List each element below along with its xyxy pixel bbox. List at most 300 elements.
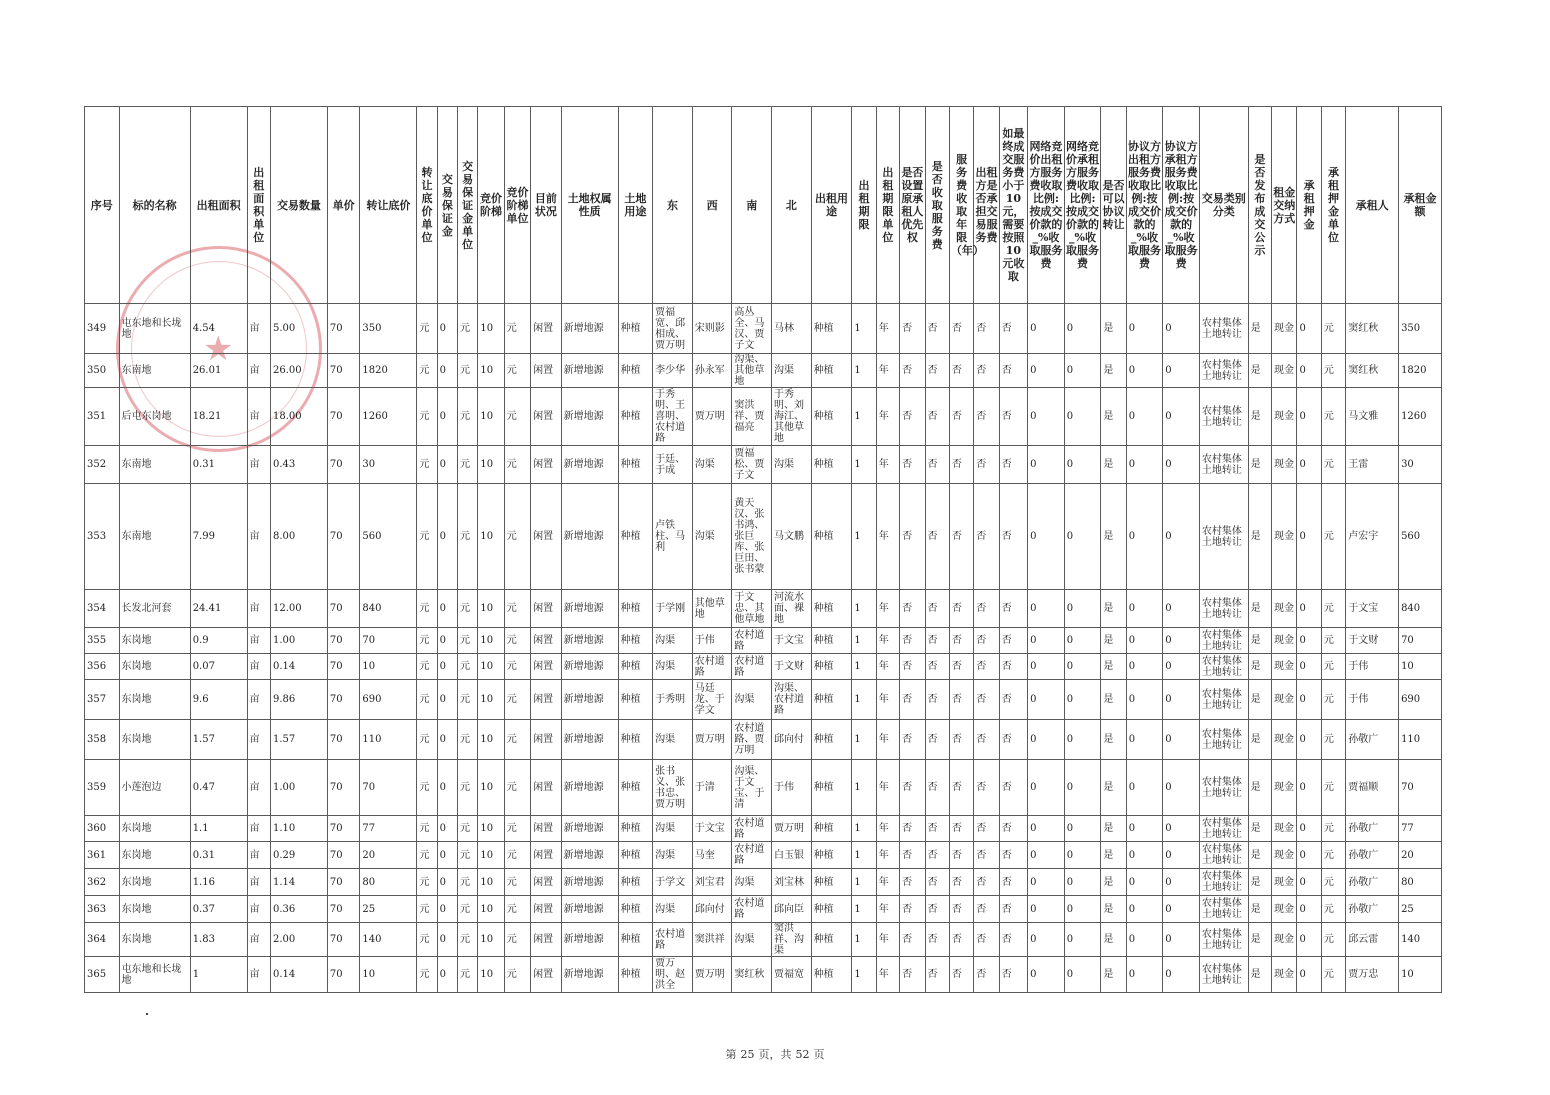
table-cell: 否 (949, 896, 973, 923)
table-cell: 亩 (247, 388, 270, 446)
table-cell: 354 (85, 590, 120, 628)
table-cell: 元 (417, 720, 437, 760)
table-cell: 于学文 (653, 869, 693, 896)
table-cell: 10 (478, 484, 504, 590)
table-cell: 白玉银 (772, 842, 812, 869)
table-cell: 1 (852, 760, 876, 816)
table-cell: 元 (1321, 388, 1345, 446)
table-cell: 1 (852, 446, 876, 484)
table-cell: 350 (85, 354, 120, 388)
table-cell: 于文宝 (692, 816, 732, 842)
table-cell: 沟渠 (692, 446, 732, 484)
table-cell: 否 (974, 923, 999, 957)
table-cell: 0 (1163, 446, 1200, 484)
table-cell: 否 (900, 896, 925, 923)
table-cell: 0.31 (190, 446, 247, 484)
table-cell: 0 (1064, 760, 1101, 816)
table-cell: 于伟 (692, 628, 732, 654)
table-cell: 窦红秋 (1346, 354, 1399, 388)
table-cell: 元 (1321, 869, 1345, 896)
table-cell: 后屯东岗地 (119, 388, 190, 446)
table-cell: 沟渠 (732, 680, 772, 720)
table-cell: 1.57 (270, 720, 327, 760)
column-header: 转让底价 (360, 107, 417, 304)
table-cell: 0 (1126, 590, 1163, 628)
table-row (85, 354, 1442, 388)
table-cell: 闲置 (531, 760, 561, 816)
table-cell: 否 (999, 388, 1027, 446)
table-cell: 种植 (618, 304, 653, 354)
table-cell: 元 (417, 484, 437, 590)
table-cell: 否 (900, 590, 925, 628)
table-cell: 840 (1399, 590, 1442, 628)
table-cell: 元 (458, 816, 478, 842)
table-cell: 否 (974, 869, 999, 896)
table-cell: 0 (1028, 484, 1065, 590)
table-cell: 元 (417, 896, 437, 923)
table-cell: 10 (478, 957, 504, 993)
table-cell: 0 (1064, 680, 1101, 720)
table-cell: 70 (327, 304, 360, 354)
table-cell: 0 (1297, 923, 1321, 957)
table-cell: 于秀明、王喜明、农村道路 (653, 388, 693, 446)
table-cell: 元 (504, 304, 530, 354)
table-cell: 农村集体土地转让 (1199, 354, 1248, 388)
table-cell: 0 (1163, 628, 1200, 654)
table-cell: 农村道路 (732, 628, 772, 654)
stray-mark (146, 1013, 148, 1015)
table-cell: 是 (1101, 590, 1126, 628)
table-cell: 是 (1101, 388, 1126, 446)
table-cell: 是 (1248, 354, 1271, 388)
table-cell: 1.83 (190, 923, 247, 957)
table-cell: 0 (1028, 628, 1065, 654)
table-cell: 361 (85, 842, 120, 869)
table-cell: 10 (478, 590, 504, 628)
table-cell: 东南地 (119, 354, 190, 388)
table-cell: 否 (900, 869, 925, 896)
table-cell: 10 (1399, 957, 1442, 993)
table-cell: 沟渠 (732, 869, 772, 896)
table-cell: 闲置 (531, 720, 561, 760)
table-cell: 邱向付 (692, 896, 732, 923)
table-cell: 种植 (811, 957, 852, 993)
column-header: 出租期限单位 (876, 107, 899, 304)
table-cell: 349 (85, 304, 120, 354)
table-cell: 0 (1028, 720, 1065, 760)
table-cell: 东南地 (119, 446, 190, 484)
table-cell: 东岗地 (119, 720, 190, 760)
footer-middle: 页，共 (758, 1048, 792, 1061)
table-cell: 否 (900, 446, 925, 484)
table-cell: 0 (1297, 590, 1321, 628)
table-cell: 30 (360, 446, 417, 484)
table-cell: 屯东地和长垅地 (119, 304, 190, 354)
table-row (85, 484, 1442, 590)
table-cell: 9.6 (190, 680, 247, 720)
table-cell: 110 (1399, 720, 1442, 760)
table-cell: 现金 (1272, 304, 1297, 354)
table-cell: 否 (999, 628, 1027, 654)
table-cell: 元 (1321, 654, 1345, 680)
table-cell: 是 (1101, 923, 1126, 957)
table-cell: 1260 (1399, 388, 1442, 446)
table-cell: 卢宏宇 (1346, 484, 1399, 590)
table-cell: 0 (437, 923, 457, 957)
table-cell: 元 (458, 590, 478, 628)
table-row (85, 654, 1442, 680)
table-cell: 种植 (811, 842, 852, 869)
table-cell: 于文宝 (1346, 590, 1399, 628)
table-cell: 80 (1399, 869, 1442, 896)
table-cell: 70 (327, 628, 360, 654)
table-cell: 新增地源 (561, 760, 618, 816)
table-cell: 否 (925, 842, 949, 869)
table-row (85, 304, 1442, 354)
table-cell: 元 (417, 923, 437, 957)
table-cell: 24.41 (190, 590, 247, 628)
table-cell: 是 (1101, 654, 1126, 680)
table-cell: 沟渠 (653, 816, 693, 842)
table-cell: 0 (1064, 354, 1101, 388)
table-cell: 否 (925, 354, 949, 388)
table-cell: 元 (417, 957, 437, 993)
table-row (85, 446, 1442, 484)
table-cell: 0 (437, 720, 457, 760)
table-cell: 0 (1297, 680, 1321, 720)
table-cell: 0 (1297, 842, 1321, 869)
table-cell: 元 (504, 680, 530, 720)
table-cell: 东岗地 (119, 869, 190, 896)
table-cell: 元 (417, 304, 437, 354)
table-cell: 元 (458, 680, 478, 720)
table-cell: 1 (852, 304, 876, 354)
table-cell: 350 (1399, 304, 1442, 354)
table-cell: 元 (504, 896, 530, 923)
table-cell: 元 (1321, 896, 1345, 923)
table-cell: 否 (925, 484, 949, 590)
column-header: 南 (732, 107, 772, 304)
table-cell: 元 (458, 923, 478, 957)
table-cell: 1 (852, 957, 876, 993)
table-cell: 0 (1297, 446, 1321, 484)
table-cell: 贾万明 (772, 816, 812, 842)
table-cell: 否 (974, 842, 999, 869)
table-cell: 353 (85, 484, 120, 590)
table-cell: 是 (1248, 923, 1271, 957)
table-cell: 贾福松、贾子文 (732, 446, 772, 484)
table-row (85, 842, 1442, 869)
column-header: 转让底价单位 (417, 107, 437, 304)
table-cell: 元 (1321, 590, 1345, 628)
table-cell: 26.01 (190, 354, 247, 388)
table-cell: 现金 (1272, 896, 1297, 923)
table-cell: 元 (1321, 446, 1345, 484)
column-header: 是否设置原承租人优先权 (900, 107, 925, 304)
table-cell: 否 (999, 484, 1027, 590)
table-cell: 10 (478, 842, 504, 869)
table-cell: 新增地源 (561, 590, 618, 628)
table-cell: 元 (458, 869, 478, 896)
table-cell: 0 (1028, 304, 1065, 354)
table-cell: 窦洪祥、沟渠 (772, 923, 812, 957)
table-cell: 闲置 (531, 388, 561, 446)
table-cell: 现金 (1272, 816, 1297, 842)
column-header: 出租期限 (852, 107, 876, 304)
table-cell: 否 (999, 923, 1027, 957)
table-cell: 贾万明 (692, 388, 732, 446)
table-cell: 元 (417, 760, 437, 816)
table-cell: 0 (437, 760, 457, 816)
table-row (85, 816, 1442, 842)
table-cell: 新增地源 (561, 720, 618, 760)
table-cell: 0 (437, 446, 457, 484)
table-cell: 种植 (811, 869, 852, 896)
table-cell: 现金 (1272, 446, 1297, 484)
table-cell: 于秀明 (653, 680, 693, 720)
table-cell: 于文财 (772, 654, 812, 680)
table-cell: 邱向臣 (772, 896, 812, 923)
table-cell: 0 (1126, 388, 1163, 446)
table-cell: 1 (852, 842, 876, 869)
table-cell: 年 (876, 680, 899, 720)
table-cell: 元 (417, 590, 437, 628)
table-cell: 亩 (247, 869, 270, 896)
table-cell: 0 (1297, 654, 1321, 680)
table-cell: 农村集体土地转让 (1199, 680, 1248, 720)
column-header: 服务费收取年限（年） (949, 107, 973, 304)
table-cell: 0 (1163, 680, 1200, 720)
table-cell: 闲置 (531, 923, 561, 957)
table-cell: 是 (1248, 842, 1271, 869)
table-cell: 0 (1028, 816, 1065, 842)
table-cell: 新增地源 (561, 484, 618, 590)
table-cell: 0 (1126, 654, 1163, 680)
table-cell: 否 (949, 923, 973, 957)
table-cell: 是 (1248, 484, 1271, 590)
table-cell: 0 (1297, 304, 1321, 354)
table-cell: 年 (876, 628, 899, 654)
table-cell: 否 (999, 446, 1027, 484)
table-cell: 0 (437, 842, 457, 869)
column-header: 竞价阶梯单位 (504, 107, 530, 304)
table-cell: 0 (1163, 816, 1200, 842)
table-cell: 否 (974, 484, 999, 590)
table-cell: 闲置 (531, 354, 561, 388)
table-cell: 农村道路 (732, 816, 772, 842)
table-cell: 农村道路、贾万明 (732, 720, 772, 760)
table-cell: 1.57 (190, 720, 247, 760)
table-cell: 沟渠 (653, 654, 693, 680)
table-cell: 2.00 (270, 923, 327, 957)
table-cell: 0 (437, 896, 457, 923)
table-cell: 0 (1126, 957, 1163, 993)
table-cell: 0.14 (270, 654, 327, 680)
table-cell: 362 (85, 869, 120, 896)
table-cell: 元 (417, 842, 437, 869)
table-cell: 贾福顺 (1346, 760, 1399, 816)
table-cell: 于秀明、刘海江、其他草地 (772, 388, 812, 446)
table-cell: 1.10 (270, 816, 327, 842)
table-cell: 元 (504, 869, 530, 896)
table-cell: 1820 (360, 354, 417, 388)
table-cell: 否 (949, 304, 973, 354)
table-cell: 农村集体土地转让 (1199, 816, 1248, 842)
table-cell: 否 (925, 654, 949, 680)
table-cell: 0 (437, 304, 457, 354)
table-cell: 现金 (1272, 680, 1297, 720)
table-cell: 10 (360, 654, 417, 680)
table-cell: 否 (999, 816, 1027, 842)
table-cell: 10 (1399, 654, 1442, 680)
column-header: 出租用途 (811, 107, 852, 304)
table-cell: 亩 (247, 760, 270, 816)
table-cell: 0 (1028, 354, 1065, 388)
table-row (85, 628, 1442, 654)
seal-star-icon: ★ (203, 329, 234, 369)
table-cell: 0 (1163, 923, 1200, 957)
table-cell: 东岗地 (119, 628, 190, 654)
table-cell: 农村集体土地转让 (1199, 842, 1248, 869)
table-cell: 沟渠 (653, 720, 693, 760)
table-cell: 种植 (811, 628, 852, 654)
table-cell: 26.00 (270, 354, 327, 388)
table-cell: 于廷、于成 (653, 446, 693, 484)
table-cell: 560 (360, 484, 417, 590)
table-cell: 是 (1248, 816, 1271, 842)
table-cell: 360 (85, 816, 120, 842)
table-cell: 王雷 (1346, 446, 1399, 484)
table-cell: 现金 (1272, 590, 1297, 628)
table-cell: 0 (1297, 628, 1321, 654)
column-header: 出租面积单位 (247, 107, 270, 304)
table-cell: 亩 (247, 654, 270, 680)
table-cell: 1260 (360, 388, 417, 446)
table-cell: 是 (1248, 304, 1271, 354)
table-cell: 元 (1321, 628, 1345, 654)
table-cell: 否 (949, 484, 973, 590)
table-cell: 年 (876, 957, 899, 993)
table-cell: 8.00 (270, 484, 327, 590)
table-cell: 刘宝林 (772, 869, 812, 896)
table-cell: 0 (437, 654, 457, 680)
table-cell: 否 (925, 923, 949, 957)
table-cell: 70 (327, 760, 360, 816)
table-cell: 77 (360, 816, 417, 842)
table-cell: 18.21 (190, 388, 247, 446)
table-cell: 否 (925, 816, 949, 842)
table-cell: 0 (1163, 354, 1200, 388)
table-cell: 现金 (1272, 388, 1297, 446)
table-cell: 0 (1064, 388, 1101, 446)
table-cell: 1 (852, 869, 876, 896)
footer-total-pages: 52 (795, 1048, 810, 1061)
column-header: 承租押金单位 (1321, 107, 1345, 304)
table-cell: 0 (1028, 388, 1065, 446)
table-cell: 否 (974, 896, 999, 923)
table-cell: 0.9 (190, 628, 247, 654)
table-cell: 年 (876, 816, 899, 842)
table-cell: 新增地源 (561, 869, 618, 896)
table-cell: 于文忠、其他草地 (732, 590, 772, 628)
table-cell: 种植 (811, 896, 852, 923)
table-cell: 于清 (692, 760, 732, 816)
table-cell: 元 (458, 760, 478, 816)
table-cell: 10 (478, 816, 504, 842)
table-cell: 闲置 (531, 842, 561, 869)
table-cell: 352 (85, 446, 120, 484)
table-cell: 种植 (618, 720, 653, 760)
table-cell: 70 (327, 446, 360, 484)
table-cell: 350 (360, 304, 417, 354)
table-cell: 0.07 (190, 654, 247, 680)
table-row (85, 869, 1442, 896)
table-cell: 闲置 (531, 654, 561, 680)
column-header: 交易保证金 (437, 107, 457, 304)
column-header: 土地权属性质 (561, 107, 618, 304)
table-cell: 0 (1126, 816, 1163, 842)
table-cell: 屯东地和长垅地 (119, 957, 190, 993)
table-cell: 元 (458, 842, 478, 869)
table-row (85, 388, 1442, 446)
table-cell: 亩 (247, 680, 270, 720)
table-cell: 10 (478, 896, 504, 923)
table-cell: 0 (437, 590, 457, 628)
table-cell: 农村集体土地转让 (1199, 896, 1248, 923)
table-cell: 年 (876, 484, 899, 590)
table-cell: 否 (974, 628, 999, 654)
table-cell: 0 (1064, 484, 1101, 590)
table-cell: 0 (1028, 842, 1065, 869)
table-cell: 70 (327, 680, 360, 720)
table-cell: 否 (974, 957, 999, 993)
table-cell: 否 (999, 354, 1027, 388)
table-cell: 孙敬广 (1346, 869, 1399, 896)
table-cell: 现金 (1272, 923, 1297, 957)
table-cell: 否 (925, 446, 949, 484)
table-cell: 河流水面、裸地 (772, 590, 812, 628)
table-cell: 0 (1064, 304, 1101, 354)
table-cell: 10 (478, 388, 504, 446)
table-cell: 364 (85, 923, 120, 957)
table-cell: 元 (458, 896, 478, 923)
table-cell: 1 (852, 590, 876, 628)
table-cell: 0.37 (190, 896, 247, 923)
table-cell: 元 (504, 720, 530, 760)
table-cell: 于文宝 (772, 628, 812, 654)
table-cell: 否 (949, 720, 973, 760)
table-row (85, 590, 1442, 628)
table-cell: 宋则影 (692, 304, 732, 354)
column-header: 序号 (85, 107, 120, 304)
table-cell: 20 (360, 842, 417, 869)
table-cell: 新增地源 (561, 923, 618, 957)
table-cell: 0 (1297, 388, 1321, 446)
table-cell: 否 (900, 720, 925, 760)
table-cell: 是 (1248, 869, 1271, 896)
table-cell: 元 (458, 720, 478, 760)
table-cell: 亩 (247, 720, 270, 760)
table-cell: 70 (327, 720, 360, 760)
table-cell: 新增地源 (561, 446, 618, 484)
table-cell: 0 (1126, 896, 1163, 923)
table-cell: 690 (1399, 680, 1442, 720)
table-cell: 否 (974, 680, 999, 720)
table-cell: 沟渠 (653, 842, 693, 869)
table-cell: 贾万明 (692, 720, 732, 760)
table-cell: 否 (900, 654, 925, 680)
table-cell: 东岗地 (119, 680, 190, 720)
